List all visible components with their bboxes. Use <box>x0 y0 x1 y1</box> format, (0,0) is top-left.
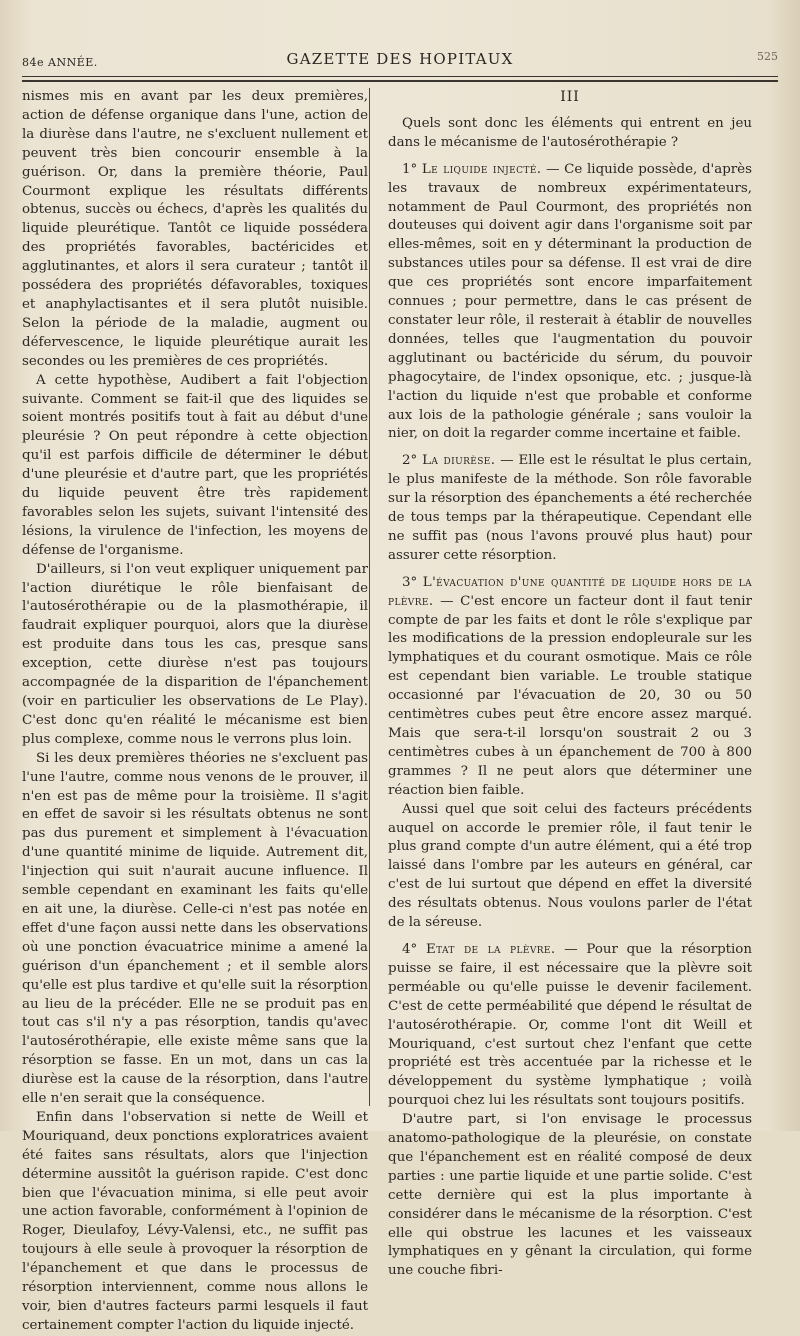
intro-paragraph: Quels sont donc les éléments qui entrent en jeu dans le mécanisme de l'autosérothérapie ? <box>388 115 752 150</box>
paragraph: D'autre part, si l'on envisage le processus anatomo-pathologique de la pleurésie, on constate que l'épanchement est en réalité composé de deux parties : une partie liquide et une partie solide. C'est cette dernière qui est la plus importante à considérer dans le mécanisme de la résorption. C'est elle qui obstrue les lacunes et les vaisseaux lymphatiques en y gênant la circulation, qui forme une couche fibri- <box>388 1112 752 1279</box>
item-2 <box>388 452 752 565</box>
item-4 <box>388 941 752 1111</box>
item-number: 1° <box>402 161 418 177</box>
section-number: III <box>560 89 580 105</box>
item-text: — Pour que la résorption puisse se faire, il est nécessaire que la plèvre soit perméable ou qu'elle puisse le devenir facilement. C'est de cette perméabilité que dépend le résultat de l'autosérothérapie. Or, comme l'ont dit Weill et Mouriquand, c'est surtout chez l'enfant que cette propriété est très accentuée par la richesse et le développement du système lymphatique ; voilà pourquoi chez lui les résultats sont toujours positifs. <box>388 941 752 1109</box>
volume-label: 84e ANNÉE. <box>22 56 98 69</box>
item-heading: L'évacuation d'une quantité de liquide hors de la plèvre. <box>388 574 752 609</box>
paragraph: nismes mis en avant par les deux premières, action de défense organique dans l'une, action de la diurèse dans l'autre, ne s'excluent nullement et peuvent très bien concourir ensemble à la guérison. Or, dans la première théorie, Paul Courmont explique les résultats différents obtenus, succès ou échecs, d'après les qualités du liquide pleurétique. Tantôt ce liquide possédera des propriétés favorables, bactéricides et agglutinantes, et alors il sera curateur ; tantôt il possédera des propriétés défavorables, toxiques et anaphylactisantes et il sera plutôt nuisible. Selon la période de la maladie, augment ou défervescence, le liquide pleurétique aurait les secondes ou les premières de ces propriétés. <box>22 89 368 369</box>
item-text: — Elle est le résultat le plus certain, le plus manifeste de la méthode. Son rôle favorable sur la résorption des épanchements a été recherchée de tous temps par la thérapeutique. Cependant elle ne suffit pas (nous l'avons prouvé plus haut) pour assurer cette résorption. <box>388 453 753 563</box>
item-number: 3° <box>402 574 418 590</box>
paragraph: Aussi quel que soit celui des facteurs précédents auquel on accorde le premier rôle, il faut tenir le plus grand compte d'un autre élément, qui a été trop laissé dans l'ombre par les auteurs en général, car c'est de lui surtout que dépend en effet la diversité des résultats obtenus. Nous voulons parler de l'état de la séreuse. <box>388 801 752 931</box>
item-number: 2° <box>402 453 418 469</box>
right-column <box>388 88 752 1281</box>
page-number: 525 <box>757 50 778 63</box>
paragraph: D'ailleurs, si l'on veut expliquer uniquement par l'action diurétique le rôle bienfaisant de l'autosérothérapie ou de la plasmothérapie, il faudrait expliquer pourquoi, alors que la diurèse est produite dans tous les cas, presque sans exception, cette diurèse n'est pas toujours accompagnée de la disparition de l'épanchement (voir en particulier les observations de Le Play). C'est donc qu'en réalité le mécanisme est bien plus complexe, comme nous le verrons plus loin. <box>22 561 368 747</box>
item-3 <box>388 574 752 801</box>
item-text: — C'est encore un facteur dont il faut tenir compte de par les faits et dont le rôle s'explique par les modifications de la pression endopleurale sur les lymphatiques et du courant osmotique. Mais ce rôle est cependant bien variable. Le trouble statique occasionné par l'évacuation de 20, 30 ou 50 centimètres cubes peut être encore assez marqué. Mais que sera-t-il lorsqu'on soustrait 2 ou 3 centimètres cubes à un épanchement de 700 à 800 grammes ? Il ne peut alors que déterminer une réaction bien faible. <box>388 593 752 798</box>
item-heading: Etat de la plèvre. <box>425 941 556 957</box>
header-rule-thin <box>22 76 778 77</box>
paragraph: Enfin dans l'observation si nette de Weill et Mouriquand, deux ponctions exploratrices avaient été faites sans résultats, alors que l'injection détermine aussitôt la guérison rapide. C'est donc bien que l'évacuation minima, si elle peut avoir une action favorable, conformément à l'opinion de Roger, Dieulafoy, Lévy-Valensi, etc., ne suffit pas toujours à elle seule à provoquer la résorption de l'épanchement et que dans le processus de résorption interviennent, comme nous allons le voir, bien d'autres facteurs parmi lesquels il faut certainement compter l'action du liquide injecté. <box>22 1109 368 1333</box>
left-column <box>22 88 368 1336</box>
item-number: 4° <box>402 941 418 957</box>
paragraph: A cette hypothèse, Audibert a fait l'objection suivante. Comment se fait-il que des liquides se soient montrés positifs tout à fait au début d'une pleurésie ? On peut répondre à cette objection qu'il est parfois difficile de déterminer le début d'une pleurésie et d'autre part, que les propriétés du liquide peuvent être très rapidement favorables selon les sujets, suivant l'intensité des lésions, la virulence de l'infection, les moyens de défense de l'organisme. <box>22 372 368 558</box>
page-header <box>22 46 778 74</box>
item-heading: La diurèse. <box>422 453 496 469</box>
publication-title: GAZETTE DES HOPITAUX <box>286 50 514 68</box>
column-divider <box>369 88 370 1106</box>
item-heading: Le liquide injecté. <box>421 161 542 177</box>
paragraph: Si les deux premières théories ne s'excluent pas l'une l'autre, comme nous venons de le prouver, il n'en est pas de même pour la troisième. Il s'agit en effet de savoir si les résultats obtenus ne sont pas dus purement et simplement à l'évacuation d'une quantité minime de liquide. Autrement dit, l'injection qui suit n'aurait aucune influence. Il semble cependant en examinant les faits qu'elle en ait une, la diurèse. Celle-ci n'est pas notée en effet d'une façon aussi nette dans les observations où une ponction évacuatrice minime a amené la guérison d'un épanchement ; et il semble alors qu'elle est plus tardive et qu'elle suit la résorption au lieu de la précéder. Elle ne se produit pas en tout cas s'il n'y a pas résorption, tandis qu'avec l'autosérothérapie, elle existe même sans que la résorption se fasse. En un mot, dans un cas la diurèse est la cause de la résorption, dans l'autre elle n'en serait que la conséquence. <box>22 750 368 1107</box>
item-1 <box>388 161 752 445</box>
header-rule-thick <box>22 80 778 82</box>
item-text: — Ce liquide possède, d'après les travaux de nombreux expérimentateurs, notamment de Paul Courmont, des propriétés non douteuses qui doivent agir dans l'organisme soit par elles-mêmes, soit en y déterminant la production de substances utiles pour sa défense. Il est vrai de dire que ces propriétés sont encore imparfaitement connues ; pour permettre, dans le cas présent de constater leur rôle, il resterait à établir de nouvelles données, telles que l'augmentation du pouvoir agglutinant ou bactéricide du sérum, du pouvoir phagocytaire, de l'index opsonique, etc. ; jusque-là l'action du liquide n'est que probable et conforme aux lois de la pathologie générale ; sans vouloir la nier, on doit la regarder comme incertaine et faible. <box>388 161 752 442</box>
